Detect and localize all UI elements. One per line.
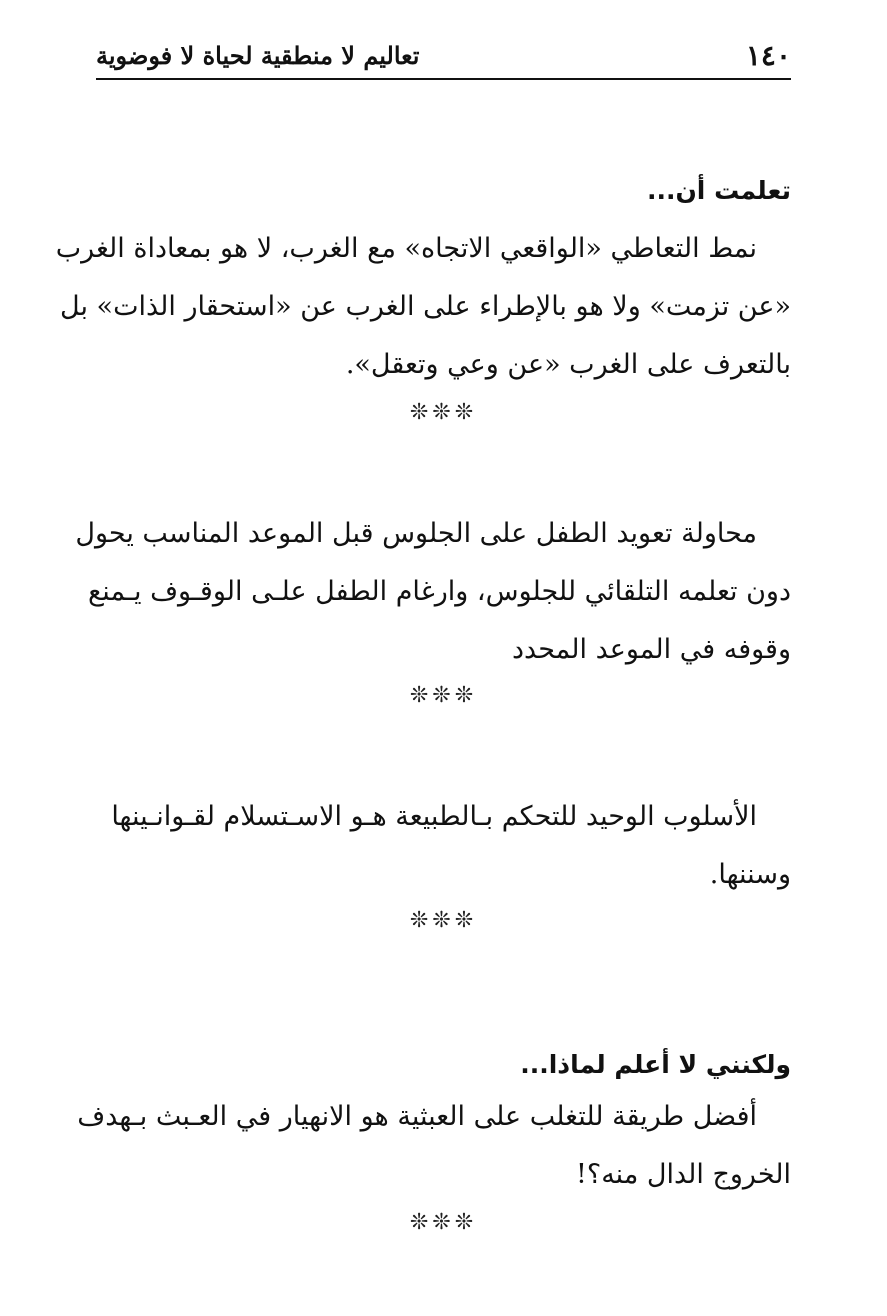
- paragraph: [55, 220, 791, 394]
- section-separator: ❊❊❊: [409, 908, 478, 933]
- paragraph-line: الأسلوب الوحيد للتحكم بـالطبيعة هـو الاسـتسلام لقـوانـينها: [111, 801, 757, 832]
- paragraph-line: بالتعرف على الغرب «عن وعي وتعقل».: [345, 349, 791, 380]
- paragraph: [75, 505, 791, 679]
- paragraph-line: محاولة تعويد الطفل على الجلوس قبل الموعد المناسب يحول: [75, 518, 757, 549]
- paragraph-line: وقوفه في الموعد المحدد: [512, 634, 791, 665]
- section-heading: ولكنني لا أعلم لماذا...: [520, 1050, 791, 1079]
- section-heading: تعلمت أن...: [646, 176, 791, 205]
- paragraph-line: وسننها.: [709, 859, 791, 890]
- paragraph: [77, 1088, 791, 1204]
- paragraph-line: الخروج الدال منه؟!: [576, 1159, 791, 1190]
- book-title: تعاليم لا منطقية لحياة لا فوضوية: [96, 40, 420, 70]
- paragraph-line: أفضل طريقة للتغلب على العبثية هو الانهيار في العـبث بـهدف: [77, 1101, 757, 1132]
- paragraph-line: نمط التعاطي «الواقعي الاتجاه» مع الغرب، لا هو بمعاداة الغرب: [55, 233, 757, 264]
- paragraph: [96, 788, 791, 904]
- page-number: ١٤٠: [745, 38, 791, 72]
- section-separator: ❊❊❊: [409, 683, 478, 708]
- section-separator: ❊❊❊: [409, 1210, 478, 1235]
- section-separator: ❊❊❊: [409, 400, 478, 425]
- running-header: [96, 36, 791, 80]
- paragraph-line: دون تعلمه التلقائي للجلوس، وارغام الطفل علـى الوقـوف يـمنع: [87, 576, 791, 607]
- paragraph-line: «عن تزمت» ولا هو بالإطراء على الغرب عن «استحقار الذات» بل: [60, 291, 791, 322]
